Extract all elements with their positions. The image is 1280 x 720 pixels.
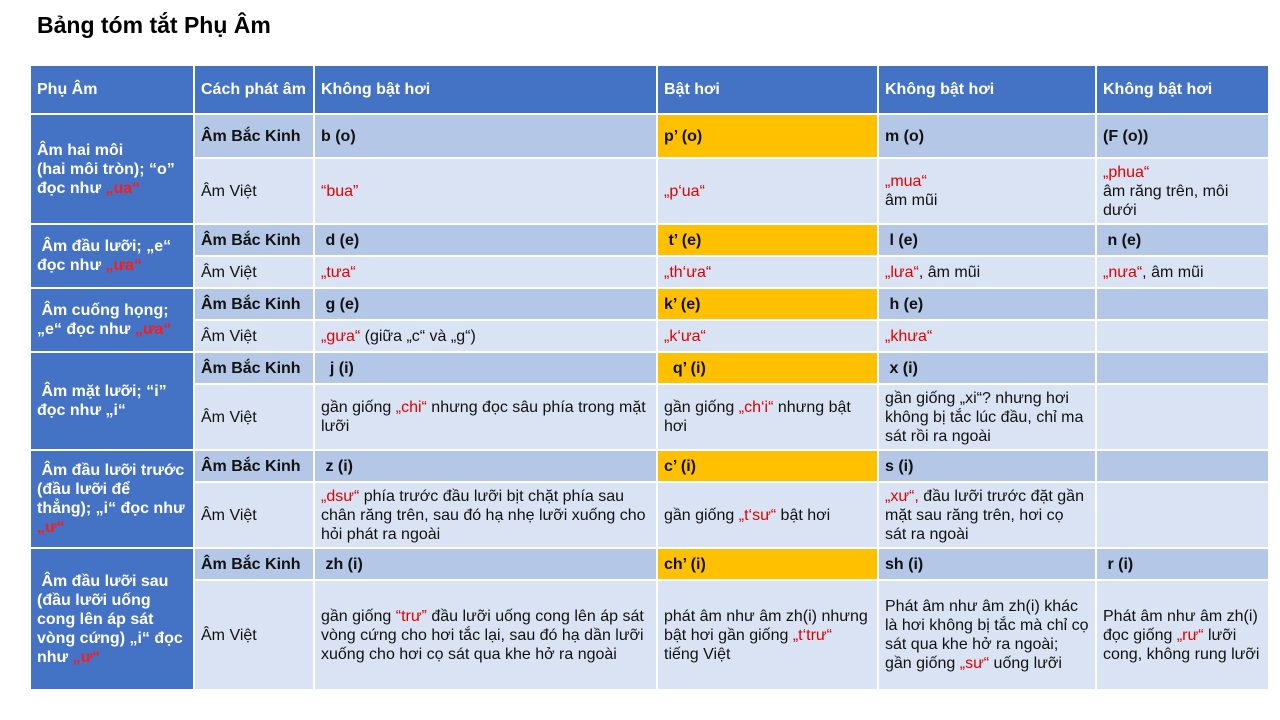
row-label-beijing: Âm Bắc Kinh — [194, 224, 314, 256]
cell-aspirated: „th‘ưa“ — [657, 256, 878, 288]
cell-unaspirated-1: z (i) — [314, 450, 657, 482]
cell-aspirated: t’ (e) — [657, 224, 878, 256]
row-label-beijing: Âm Bắc Kinh — [194, 548, 314, 580]
cell-unaspirated-3 — [1096, 320, 1269, 352]
row-label-vietnamese: Âm Việt — [194, 320, 314, 352]
cell-unaspirated-3 — [1096, 450, 1269, 482]
cell-unaspirated-2: l (e) — [878, 224, 1096, 256]
cell-unaspirated-2: „khưa“ — [878, 320, 1096, 352]
row-label-vietnamese: Âm Việt — [194, 256, 314, 288]
vietnamese-row — [30, 256, 1269, 288]
cell-unaspirated-3: Phát âm như âm zh(i) đọc giống „rư“ lưỡi cong, không rung lưỡi — [1096, 580, 1269, 690]
header-unaspirated-3: Không bật hơi — [1096, 65, 1269, 114]
cell-unaspirated-2: h (e) — [878, 288, 1096, 320]
beijing-row — [30, 114, 1269, 158]
cell-unaspirated-3 — [1096, 288, 1269, 320]
cell-unaspirated-1: „dsư“ phía trước đầu lưỡi bịt chặt phía sau chân răng trên, sau đó hạ nhẹ lưỡi xuống cho hỏi phát ra ngoài — [314, 482, 657, 548]
row-label-vietnamese: Âm Việt — [194, 384, 314, 450]
cell-unaspirated-2: sh (i) — [878, 548, 1096, 580]
row-label-vietnamese: Âm Việt — [194, 158, 314, 224]
group-label: Âm hai môi (hai môi tròn); “o” đọc như „ua“ — [30, 114, 194, 224]
cell-unaspirated-3: „nưa“, âm mũi — [1096, 256, 1269, 288]
group-label: Âm đầu lưỡi sau (đầu lưỡi uống cong lên áp sát vòng cứng) „i“ đọc như „ư“ — [30, 548, 194, 690]
consonant-table — [29, 64, 1270, 691]
beijing-row — [30, 450, 1269, 482]
header-row — [30, 65, 1269, 114]
group-label: Âm mặt lưỡi; “i” đọc như „i“ — [30, 352, 194, 450]
cell-aspirated: gần giống „t‘sư“ bật hơi — [657, 482, 878, 548]
row-label-beijing: Âm Bắc Kinh — [194, 114, 314, 158]
cell-aspirated: „p‘ua“ — [657, 158, 878, 224]
group-label: Âm đầu lưỡi; „e“ đọc như „ưa“ — [30, 224, 194, 288]
cell-unaspirated-3 — [1096, 384, 1269, 450]
vietnamese-row — [30, 580, 1269, 690]
cell-aspirated: p’ (o) — [657, 114, 878, 158]
beijing-row — [30, 352, 1269, 384]
cell-unaspirated-2: gần giống „xi“? nhưng hơi không bị tắc lúc đầu, chỉ ma sát rồi ra ngoài — [878, 384, 1096, 450]
cell-aspirated: phát âm như âm zh(i) nhưng bật hơi gần giống „t‘trư“ tiếng Việt — [657, 580, 878, 690]
vietnamese-row — [30, 482, 1269, 548]
cell-unaspirated-1: zh (i) — [314, 548, 657, 580]
cell-unaspirated-2: s (i) — [878, 450, 1096, 482]
header-unaspirated-2: Không bật hơi — [878, 65, 1096, 114]
header-consonant: Phụ Âm — [30, 65, 194, 114]
cell-unaspirated-1: “bua” — [314, 158, 657, 224]
cell-unaspirated-1: g (e) — [314, 288, 657, 320]
header-aspirated: Bật hơi — [657, 65, 878, 114]
row-label-beijing: Âm Bắc Kinh — [194, 450, 314, 482]
row-label-beijing: Âm Bắc Kinh — [194, 288, 314, 320]
cell-unaspirated-1: b (o) — [314, 114, 657, 158]
cell-aspirated: „k‘ưa“ — [657, 320, 878, 352]
vietnamese-row — [30, 158, 1269, 224]
page-title: Bảng tóm tắt Phụ Âm — [37, 12, 271, 38]
vietnamese-row — [30, 384, 1269, 450]
cell-aspirated: k’ (e) — [657, 288, 878, 320]
cell-unaspirated-1: gần giống “trư” đầu lưỡi uống cong lên áp sát vòng cứng cho hơi tắc lại, sau đó hạ dần lưỡi xuống cho hơi cọ sát qua khe hở ra ngoài — [314, 580, 657, 690]
vietnamese-row — [30, 320, 1269, 352]
cell-unaspirated-3: (F (o)) — [1096, 114, 1269, 158]
group-label: Âm đầu lưỡi trước (đầu lưỡi để thẳng); „i“ đọc như „ư“ — [30, 450, 194, 548]
cell-unaspirated-2: „lưa“, âm mũi — [878, 256, 1096, 288]
cell-unaspirated-1: d (e) — [314, 224, 657, 256]
cell-unaspirated-1: j (i) — [314, 352, 657, 384]
cell-unaspirated-3 — [1096, 482, 1269, 548]
cell-unaspirated-3 — [1096, 352, 1269, 384]
cell-unaspirated-1: „tưa“ — [314, 256, 657, 288]
row-label-vietnamese: Âm Việt — [194, 580, 314, 690]
beijing-row — [30, 288, 1269, 320]
cell-aspirated: c’ (i) — [657, 450, 878, 482]
cell-aspirated: ch’ (i) — [657, 548, 878, 580]
group-label: Âm cuống họng; „e“ đọc như „ưa“ — [30, 288, 194, 352]
beijing-row — [30, 548, 1269, 580]
cell-unaspirated-2: „xư“, đầu lưỡi trước đặt gần mặt sau răng trên, hơi cọ sát ra ngoài — [878, 482, 1096, 548]
cell-aspirated: gần giống „ch‘i“ nhưng bật hơi — [657, 384, 878, 450]
cell-unaspirated-2: Phát âm như âm zh(i) khác là hơi không bị tắc mà chỉ cọ sát qua khe hở ra ngoài; gần giống „sư“ uống lưỡi — [878, 580, 1096, 690]
cell-unaspirated-1: gần giống „chi“ nhưng đọc sâu phía trong mặt lưỡi — [314, 384, 657, 450]
cell-unaspirated-3: r (i) — [1096, 548, 1269, 580]
cell-unaspirated-2: x (i) — [878, 352, 1096, 384]
cell-unaspirated-1: „gưa“ (giữa „c“ và „g“) — [314, 320, 657, 352]
cell-aspirated: q’ (i) — [657, 352, 878, 384]
beijing-row — [30, 224, 1269, 256]
cell-unaspirated-2: „mua“ âm mũi — [878, 158, 1096, 224]
row-label-vietnamese: Âm Việt — [194, 482, 314, 548]
header-pronunciation: Cách phát âm — [194, 65, 314, 114]
header-unaspirated-1: Không bật hơi — [314, 65, 657, 114]
cell-unaspirated-3: n (e) — [1096, 224, 1269, 256]
row-label-beijing: Âm Bắc Kinh — [194, 352, 314, 384]
cell-unaspirated-3: „phua“ âm răng trên, môi dưới — [1096, 158, 1269, 224]
cell-unaspirated-2: m (o) — [878, 114, 1096, 158]
